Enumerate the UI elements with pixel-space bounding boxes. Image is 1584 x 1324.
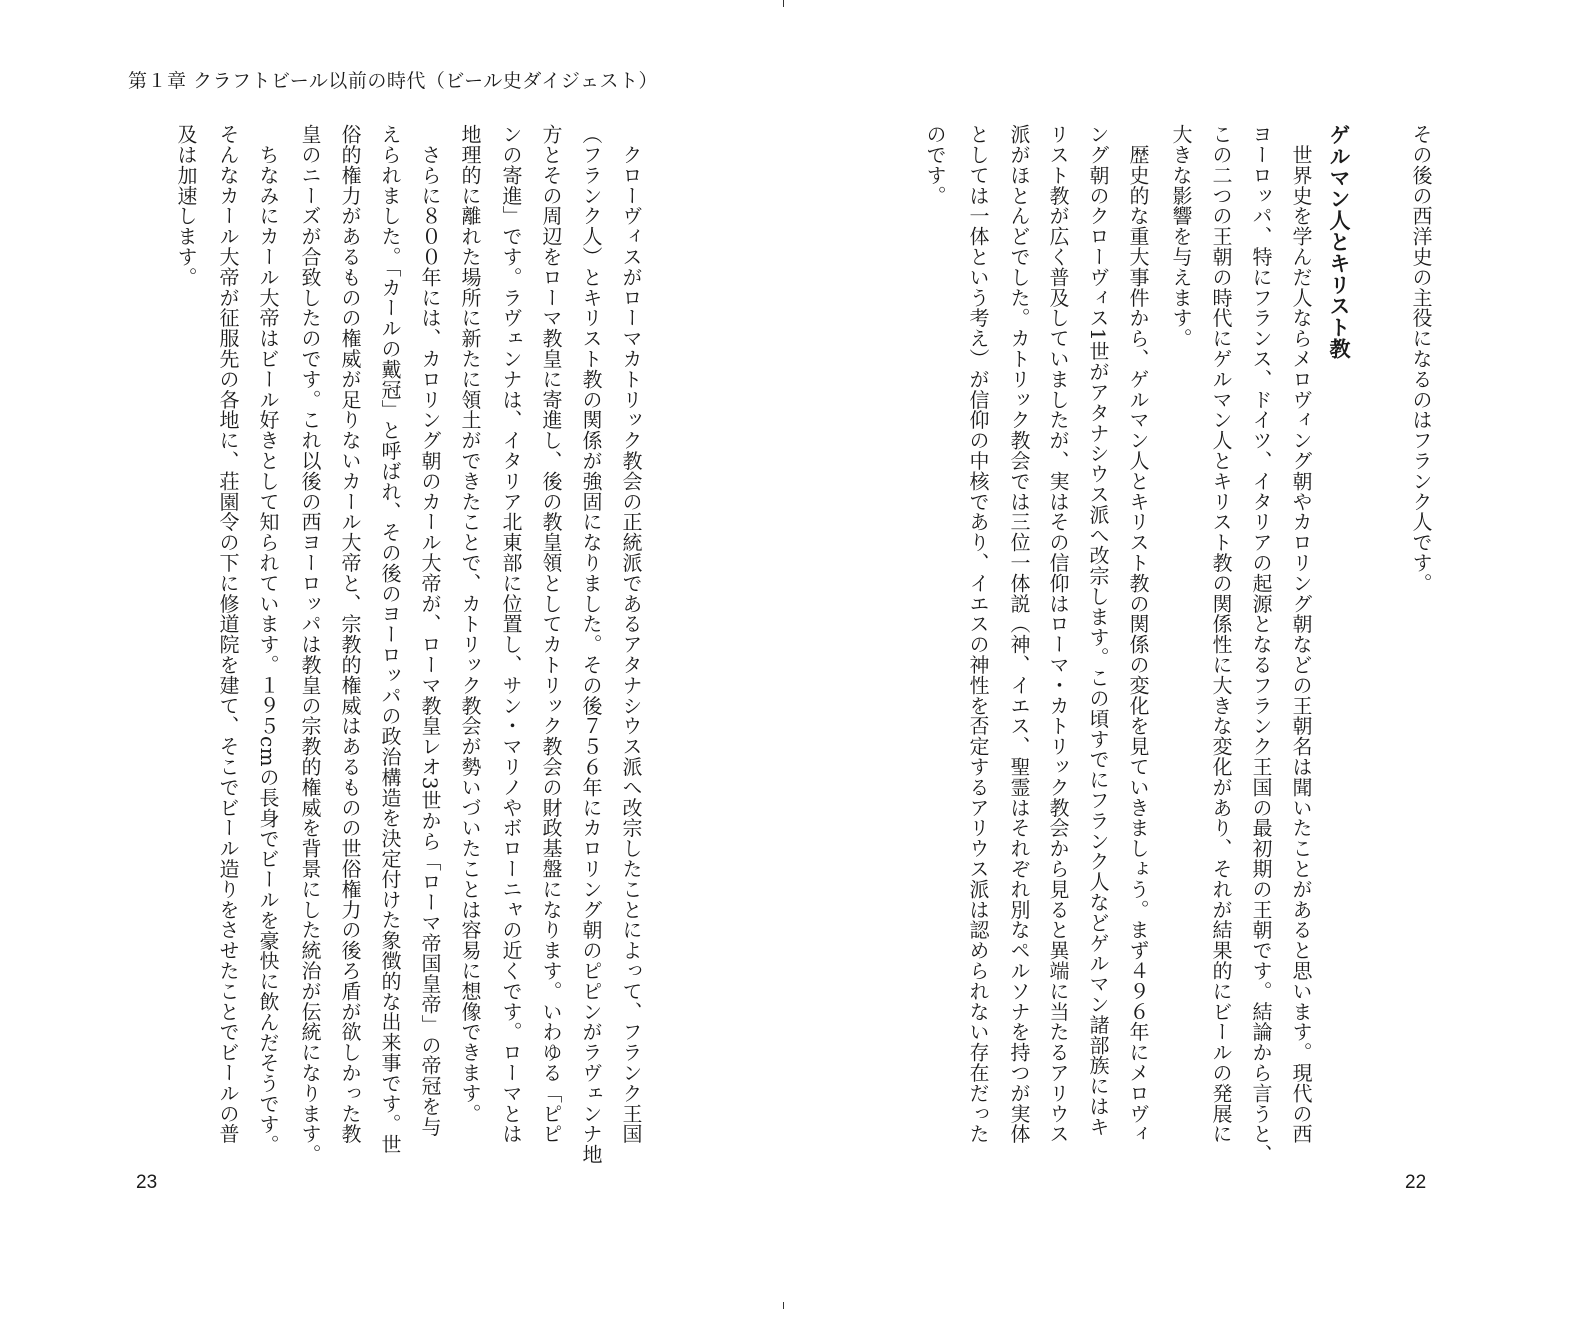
body-line: のです。 <box>923 124 947 206</box>
body-line: そんなカール大帝が征服先の各地に、荘園令の下に修道院を建て、そこでビール造りをさせたことでビールの普 <box>216 124 240 1144</box>
body-line: 地理的に離れた場所に新たに領土ができたことで、カトリック教会が勢いづいたことは容易に想像できます。 <box>458 124 482 1124</box>
body-line: その後の西洋史の主役になるのはフランク人です。 <box>1409 124 1433 594</box>
section-heading: ゲルマン人とキリスト教 <box>1327 124 1351 360</box>
body-line: ちなみにカール大帝はビール好きとして知られています。１９５cmの長身でビールを豪快に飲んだそうです。 <box>256 124 280 1155</box>
crop-mark-bottom <box>783 1302 784 1309</box>
body-line: 皇のニーズが合致したのです。これ以後の西ヨーロッパは教皇の宗教的権威を背景にした統治が伝統になります。 <box>298 124 322 1165</box>
body-line: 及は加速します。 <box>174 124 198 288</box>
body-line: 方とその周辺をローマ教皇に寄進し、後の教皇領としてカトリック教会の財政基盤になります。いわゆる「ピピ <box>539 124 563 1144</box>
body-line: （フランク人）とキリスト教の関係が強固になりました。その後７５６年にカロリング朝のピピンがラヴェンナ地 <box>579 124 603 1165</box>
body-line: としては一体という考え）が信仰の中核であり、イエスの神性を否定するアリウス派は認められない存在だった <box>966 124 990 1144</box>
page-number: 22 <box>1405 1172 1427 1193</box>
running-header: 第１章 クラフトビール以前の時代（ビール史ダイジェスト） <box>128 70 659 92</box>
body-line: 大きな影響を与えます。 <box>1169 124 1193 349</box>
body-line: リスト教が広く普及していましたが、実はその信仰はローマ・カトリック教会から見ると異端に当たるアリウス <box>1046 124 1070 1144</box>
body-line: さらに８００年には、カロリング朝のカール大帝が、ローマ教皇レオ3世から「ローマ帝国皇帝」の帝冠を与 <box>418 124 442 1137</box>
body-line: ンの寄進」です。ラヴェンナは、イタリア北東部に位置し、サン・マリノやボローニャの近くです。ローマとは <box>499 124 523 1144</box>
body-line: クローヴィスがローマカトリック教会の正統派であるアタナシウス派へ改宗したことによって、フランク王国 <box>619 124 643 1144</box>
body-line: ング朝のクローヴィス1世がアタナシウス派へ改宗します。この頃すでにフランク人などゲルマン諸部族にはキ <box>1086 124 1110 1137</box>
body-line: 俗的権力があるものの権威が足りないカール大帝と、宗教的権威はあるものの世俗権力の後ろ盾が欲しかった教 <box>338 124 362 1144</box>
body-line: えられました。「カールの戴冠」と呼ばれ、その後のヨーロッパの政治構造を決定付けた象徴的な出来事です。世 <box>378 124 402 1155</box>
crop-mark-top <box>783 0 784 7</box>
body-line: 歴史的な重大事件から、ゲルマン人とキリスト教の関係の変化を見ていきましょう。まず４９６年にメロヴィ <box>1126 124 1150 1144</box>
body-line: この二つの王朝の時代にゲルマン人とキリスト教の関係性に大きな変化があり、それが結果的にビールの発展に <box>1209 124 1233 1144</box>
body-line: 派がほとんどでした。カトリック教会では三位一体説（神、イエス、聖霊はそれぞれ別なペルソナを持つが実体 <box>1007 124 1031 1144</box>
body-line: 世界史を学んだ人ならメロヴィング朝やカロリング朝などの王朝名は聞いたことがあると思います。現代の西 <box>1289 124 1313 1144</box>
page-number: 23 <box>136 1172 158 1193</box>
body-line: ヨーロッパ、特にフランス、ドイツ、イタリアの起源となるフランク王国の最初期の王朝です。結論から言うと、 <box>1249 124 1273 1165</box>
